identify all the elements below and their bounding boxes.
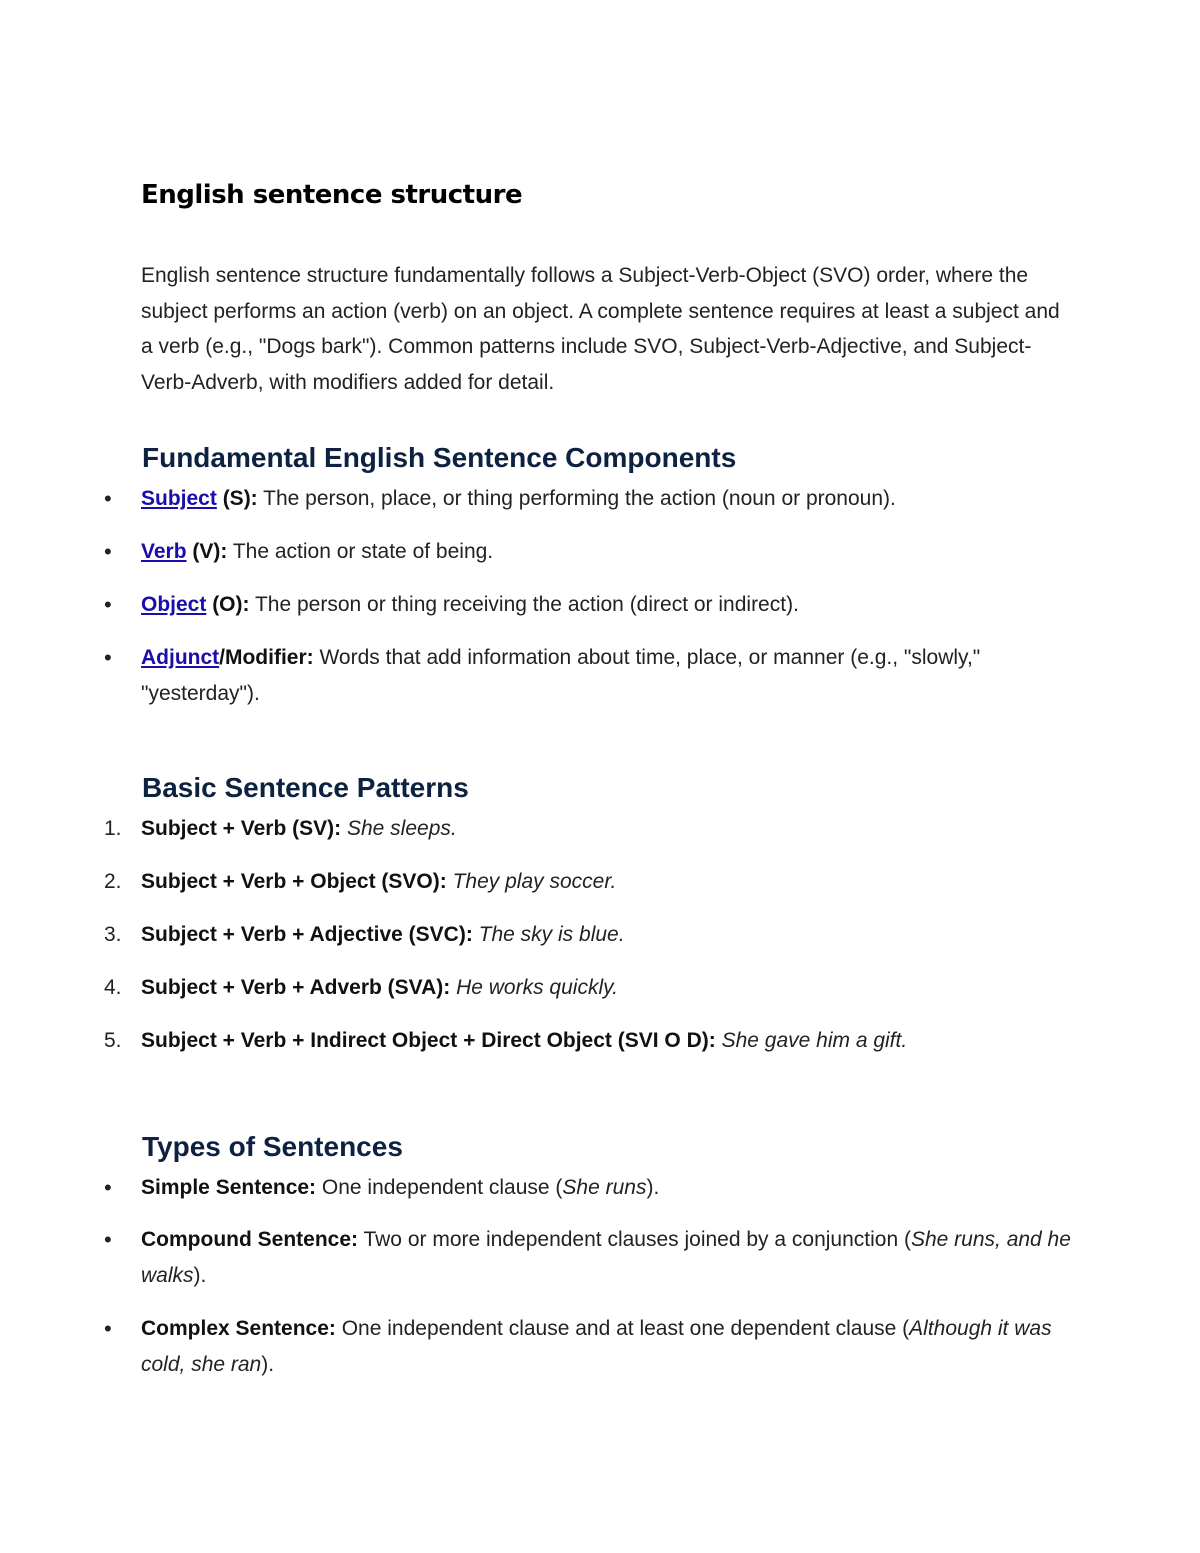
- bullet: •: [104, 1227, 112, 1252]
- pattern-example: She sleeps.: [341, 817, 457, 840]
- type-close: ).: [193, 1263, 207, 1287]
- item-number: 1.: [104, 817, 122, 840]
- list-item: [0, 640, 1071, 711]
- pattern-term: Subject + Verb + Adjective (SVC):: [141, 923, 473, 946]
- list-item: [0, 864, 1071, 900]
- verb-link[interactable]: Verb: [141, 540, 187, 563]
- patterns-heading: Basic Sentence Patterns: [142, 772, 469, 803]
- term: (O):: [206, 593, 250, 616]
- definition: The action or state of being.: [227, 540, 494, 563]
- types-heading: Types of Sentences: [142, 1131, 403, 1162]
- type-close: ).: [261, 1352, 275, 1376]
- item-number: 4.: [104, 976, 122, 999]
- item-number: 5.: [104, 1029, 122, 1052]
- pattern-term: Subject + Verb (SV):: [141, 817, 342, 840]
- term: (V):: [186, 540, 228, 563]
- list-item: [0, 970, 1071, 1006]
- item-number: 2.: [104, 870, 122, 893]
- definition: The person or thing receiving the action (direct or indirect).: [249, 593, 799, 616]
- type-term: Compound Sentence:: [141, 1228, 359, 1251]
- page-title: English sentence structure: [141, 180, 523, 210]
- term: (S):: [216, 487, 258, 510]
- object-link[interactable]: Object: [141, 593, 207, 616]
- pattern-example: She gave him a gift.: [715, 1029, 908, 1052]
- pattern-term: Subject + Verb + Indirect Object + Direct Object (SVI O D):: [141, 1029, 716, 1052]
- list-item: [0, 1311, 1071, 1382]
- pattern-term: Subject + Verb + Adverb (SVA):: [141, 976, 451, 999]
- list-item: [0, 534, 1071, 570]
- type-example: Although it was cold, she ran: [141, 1317, 1052, 1376]
- type-text: Two or more independent clauses joined by a conjunction (: [358, 1228, 911, 1251]
- list-item: [0, 1023, 1071, 1059]
- subject-link[interactable]: Subject: [141, 487, 217, 510]
- list-item: [0, 587, 1071, 623]
- type-term: Complex Sentence:: [141, 1317, 336, 1340]
- components-heading: Fundamental English Sentence Components: [142, 442, 737, 473]
- list-item: [0, 917, 1071, 953]
- intro-paragraph: English sentence structure fundamentally follows a Subject-Verb-Object (SVO) order, where the subject performs an action (verb) on an object. A complete sentence requires at least a subject and a verb (e.g., "Dogs bark"). Common patterns include SVO, Subject-Verb-Adjective, and Subject-Verb-Adverb, with modifiers added for detail.: [141, 264, 1060, 394]
- pattern-example: He works quickly.: [450, 976, 618, 999]
- bullet: •: [104, 486, 112, 511]
- term: /Modifier:: [219, 646, 314, 669]
- pattern-term: Subject + Verb + Object (SVO):: [141, 870, 447, 893]
- list-item: [0, 811, 1071, 847]
- bullet: •: [104, 1175, 112, 1200]
- pattern-example: The sky is blue.: [472, 923, 625, 946]
- type-close: ).: [646, 1176, 660, 1199]
- bullet: •: [104, 645, 112, 670]
- definition: Words that add information about time, place, or manner (e.g., "slowly," "yesterday").: [141, 646, 981, 705]
- item-number: 3.: [104, 923, 122, 946]
- adjunct-link[interactable]: Adjunct: [141, 646, 220, 669]
- bullet: •: [104, 592, 112, 617]
- bullet: •: [104, 539, 112, 564]
- type-example: She runs, and he walks: [141, 1228, 1071, 1287]
- type-term: Simple Sentence:: [141, 1176, 317, 1199]
- type-text: One independent clause (: [316, 1176, 563, 1199]
- type-text: One independent clause and at least one dependent clause (: [335, 1317, 910, 1340]
- list-item: [0, 1222, 1071, 1293]
- definition: The person, place, or thing performing the action (noun or pronoun).: [257, 487, 896, 510]
- pattern-example: They play soccer.: [446, 870, 617, 893]
- type-example: She runs: [562, 1176, 647, 1199]
- list-item: [0, 1170, 1071, 1206]
- list-item: [0, 481, 1071, 517]
- bullet: •: [104, 1316, 112, 1341]
